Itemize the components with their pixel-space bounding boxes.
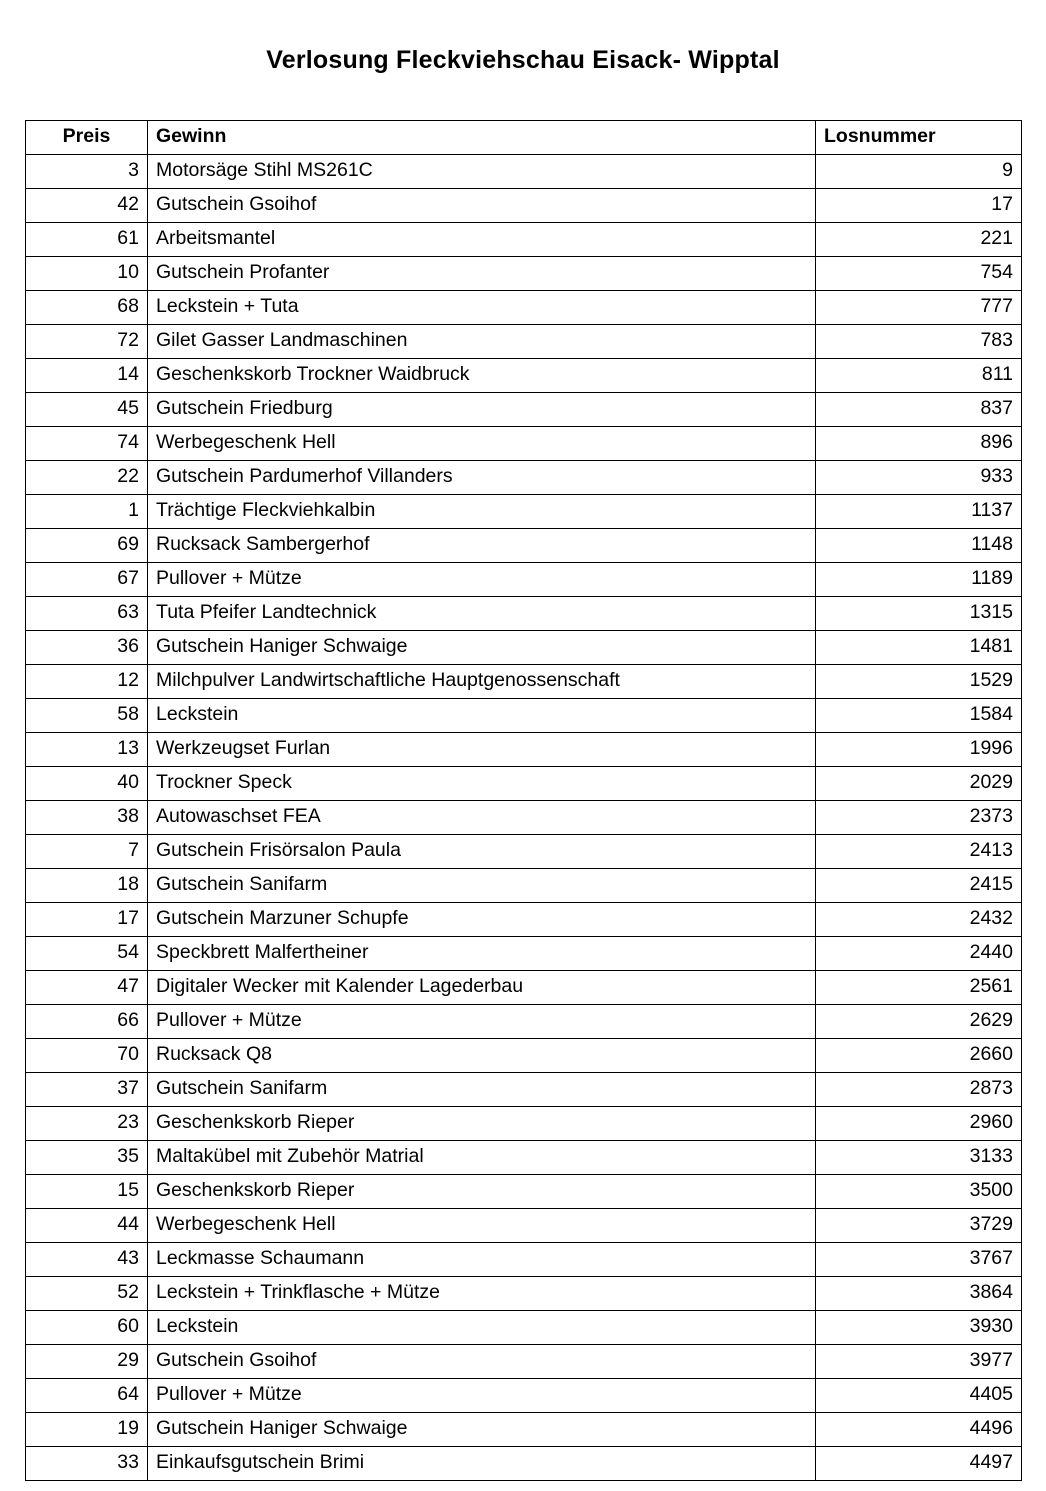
table-row — [26, 1175, 1022, 1209]
cell-gewinn: Maltakübel mit Zubehör Matrial — [148, 1141, 816, 1175]
cell-gewinn: Leckstein — [148, 699, 816, 733]
cell-losnummer: 4496 — [816, 1413, 1022, 1447]
cell-losnummer: 3133 — [816, 1141, 1022, 1175]
cell-losnummer: 1584 — [816, 699, 1022, 733]
cell-gewinn: Gutschein Gsoihof — [148, 189, 816, 223]
cell-preis: 67 — [26, 563, 148, 597]
cell-losnummer: 2960 — [816, 1107, 1022, 1141]
cell-losnummer: 2029 — [816, 767, 1022, 801]
cell-losnummer: 1315 — [816, 597, 1022, 631]
cell-preis: 1 — [26, 495, 148, 529]
cell-losnummer: 2415 — [816, 869, 1022, 903]
table-row — [26, 1039, 1022, 1073]
cell-losnummer: 1148 — [816, 529, 1022, 563]
table-row — [26, 1243, 1022, 1277]
table-row — [26, 631, 1022, 665]
cell-preis: 7 — [26, 835, 148, 869]
cell-gewinn: Gutschein Gsoihof — [148, 1345, 816, 1379]
cell-gewinn: Gutschein Sanifarm — [148, 1073, 816, 1107]
cell-gewinn: Gutschein Friedburg — [148, 393, 816, 427]
table-row — [26, 1141, 1022, 1175]
cell-gewinn: Pullover + Mütze — [148, 1379, 816, 1413]
cell-gewinn: Rucksack Q8 — [148, 1039, 816, 1073]
table-row — [26, 461, 1022, 495]
cell-preis: 74 — [26, 427, 148, 461]
cell-losnummer: 2873 — [816, 1073, 1022, 1107]
column-header-gewinn: Gewinn — [148, 121, 816, 155]
cell-gewinn: Gutschein Sanifarm — [148, 869, 816, 903]
cell-gewinn: Gutschein Haniger Schwaige — [148, 1413, 816, 1447]
cell-losnummer: 17 — [816, 189, 1022, 223]
table-row — [26, 835, 1022, 869]
cell-preis: 37 — [26, 1073, 148, 1107]
cell-preis: 18 — [26, 869, 148, 903]
table-row — [26, 1311, 1022, 1345]
table-row — [26, 155, 1022, 189]
table-row — [26, 665, 1022, 699]
cell-losnummer: 3767 — [816, 1243, 1022, 1277]
prize-table — [25, 120, 1022, 1481]
cell-preis: 17 — [26, 903, 148, 937]
cell-gewinn: Geschenkskorb Rieper — [148, 1175, 816, 1209]
cell-preis: 40 — [26, 767, 148, 801]
table-body — [26, 155, 1022, 1481]
cell-preis: 38 — [26, 801, 148, 835]
cell-gewinn: Geschenkskorb Rieper — [148, 1107, 816, 1141]
table-row — [26, 869, 1022, 903]
cell-preis: 35 — [26, 1141, 148, 1175]
table-row — [26, 733, 1022, 767]
cell-gewinn: Gutschein Marzuner Schupfe — [148, 903, 816, 937]
cell-gewinn: Gilet Gasser Landmaschinen — [148, 325, 816, 359]
table-row — [26, 223, 1022, 257]
cell-gewinn: Leckstein + Trinkflasche + Mütze — [148, 1277, 816, 1311]
cell-gewinn: Leckmasse Schaumann — [148, 1243, 816, 1277]
table-row — [26, 1107, 1022, 1141]
cell-losnummer: 777 — [816, 291, 1022, 325]
table-row — [26, 767, 1022, 801]
table-row — [26, 1005, 1022, 1039]
cell-preis: 54 — [26, 937, 148, 971]
cell-preis: 13 — [26, 733, 148, 767]
table-row — [26, 1413, 1022, 1447]
cell-losnummer: 1189 — [816, 563, 1022, 597]
cell-gewinn: Leckstein — [148, 1311, 816, 1345]
cell-preis: 52 — [26, 1277, 148, 1311]
cell-gewinn: Pullover + Mütze — [148, 1005, 816, 1039]
table-row — [26, 325, 1022, 359]
cell-losnummer: 1481 — [816, 631, 1022, 665]
cell-preis: 68 — [26, 291, 148, 325]
cell-gewinn: Pullover + Mütze — [148, 563, 816, 597]
cell-losnummer: 3977 — [816, 1345, 1022, 1379]
cell-losnummer: 2373 — [816, 801, 1022, 835]
table-row — [26, 1447, 1022, 1481]
table-row — [26, 291, 1022, 325]
cell-preis: 66 — [26, 1005, 148, 1039]
cell-gewinn: Gutschein Profanter — [148, 257, 816, 291]
table-row — [26, 1277, 1022, 1311]
cell-losnummer: 2561 — [816, 971, 1022, 1005]
cell-losnummer: 2440 — [816, 937, 1022, 971]
cell-losnummer: 2660 — [816, 1039, 1022, 1073]
table-row — [26, 1209, 1022, 1243]
cell-losnummer: 2629 — [816, 1005, 1022, 1039]
cell-preis: 60 — [26, 1311, 148, 1345]
table-row — [26, 563, 1022, 597]
cell-preis: 70 — [26, 1039, 148, 1073]
cell-gewinn: Werbegeschenk Hell — [148, 1209, 816, 1243]
cell-gewinn: Digitaler Wecker mit Kalender Lagederbau — [148, 971, 816, 1005]
cell-losnummer: 1137 — [816, 495, 1022, 529]
cell-preis: 64 — [26, 1379, 148, 1413]
cell-preis: 14 — [26, 359, 148, 393]
cell-losnummer: 3729 — [816, 1209, 1022, 1243]
cell-losnummer: 896 — [816, 427, 1022, 461]
cell-gewinn: Arbeitsmantel — [148, 223, 816, 257]
table-row — [26, 427, 1022, 461]
column-header-preis: Preis — [26, 121, 148, 155]
cell-gewinn: Gutschein Haniger Schwaige — [148, 631, 816, 665]
cell-gewinn: Werbegeschenk Hell — [148, 427, 816, 461]
table-row — [26, 971, 1022, 1005]
cell-losnummer: 3930 — [816, 1311, 1022, 1345]
cell-losnummer: 9 — [816, 155, 1022, 189]
cell-losnummer: 3500 — [816, 1175, 1022, 1209]
cell-preis: 63 — [26, 597, 148, 631]
page-title: Verlosung Fleckviehschau Eisack- Wipptal — [266, 46, 780, 74]
column-header-losnummer: Losnummer — [816, 121, 1022, 155]
cell-losnummer: 3864 — [816, 1277, 1022, 1311]
cell-gewinn: Werkzeugset Furlan — [148, 733, 816, 767]
cell-gewinn: Trockner Speck — [148, 767, 816, 801]
cell-preis: 33 — [26, 1447, 148, 1481]
cell-preis: 44 — [26, 1209, 148, 1243]
table-row — [26, 393, 1022, 427]
table-row — [26, 529, 1022, 563]
cell-gewinn: Speckbrett Malfertheiner — [148, 937, 816, 971]
table-row — [26, 189, 1022, 223]
cell-preis: 15 — [26, 1175, 148, 1209]
table-row — [26, 1073, 1022, 1107]
table-row — [26, 699, 1022, 733]
cell-preis: 42 — [26, 189, 148, 223]
cell-gewinn: Milchpulver Landwirtschaftliche Hauptgenossenschaft — [148, 665, 816, 699]
cell-losnummer: 2432 — [816, 903, 1022, 937]
cell-losnummer: 221 — [816, 223, 1022, 257]
cell-losnummer: 1996 — [816, 733, 1022, 767]
cell-preis: 58 — [26, 699, 148, 733]
cell-preis: 72 — [26, 325, 148, 359]
cell-losnummer: 1529 — [816, 665, 1022, 699]
cell-losnummer: 4497 — [816, 1447, 1022, 1481]
cell-preis: 45 — [26, 393, 148, 427]
cell-gewinn: Tuta Pfeifer Landtechnick — [148, 597, 816, 631]
table-row — [26, 597, 1022, 631]
cell-preis: 47 — [26, 971, 148, 1005]
table-row — [26, 937, 1022, 971]
cell-preis: 23 — [26, 1107, 148, 1141]
cell-preis: 69 — [26, 529, 148, 563]
table-row — [26, 1345, 1022, 1379]
cell-gewinn: Einkaufsgutschein Brimi — [148, 1447, 816, 1481]
cell-preis: 12 — [26, 665, 148, 699]
cell-gewinn: Motorsäge Stihl MS261C — [148, 155, 816, 189]
cell-gewinn: Trächtige Fleckviehkalbin — [148, 495, 816, 529]
cell-gewinn: Gutschein Frisörsalon Paula — [148, 835, 816, 869]
cell-preis: 10 — [26, 257, 148, 291]
cell-losnummer: 2413 — [816, 835, 1022, 869]
cell-losnummer: 4405 — [816, 1379, 1022, 1413]
cell-losnummer: 837 — [816, 393, 1022, 427]
cell-preis: 43 — [26, 1243, 148, 1277]
table-row — [26, 1379, 1022, 1413]
cell-losnummer: 811 — [816, 359, 1022, 393]
cell-preis: 61 — [26, 223, 148, 257]
cell-gewinn: Geschenkskorb Trockner Waidbruck — [148, 359, 816, 393]
table-row — [26, 495, 1022, 529]
cell-losnummer: 783 — [816, 325, 1022, 359]
cell-gewinn: Autowaschset FEA — [148, 801, 816, 835]
cell-preis: 3 — [26, 155, 148, 189]
cell-losnummer: 754 — [816, 257, 1022, 291]
cell-gewinn: Leckstein + Tuta — [148, 291, 816, 325]
table-header-row — [26, 121, 1022, 155]
cell-losnummer: 933 — [816, 461, 1022, 495]
cell-preis: 36 — [26, 631, 148, 665]
cell-gewinn: Rucksack Sambergerhof — [148, 529, 816, 563]
cell-preis: 22 — [26, 461, 148, 495]
table-row — [26, 359, 1022, 393]
table-row — [26, 257, 1022, 291]
table-row — [26, 801, 1022, 835]
cell-preis: 29 — [26, 1345, 148, 1379]
table-row — [26, 903, 1022, 937]
cell-preis: 19 — [26, 1413, 148, 1447]
cell-gewinn: Gutschein Pardumerhof Villanders — [148, 461, 816, 495]
